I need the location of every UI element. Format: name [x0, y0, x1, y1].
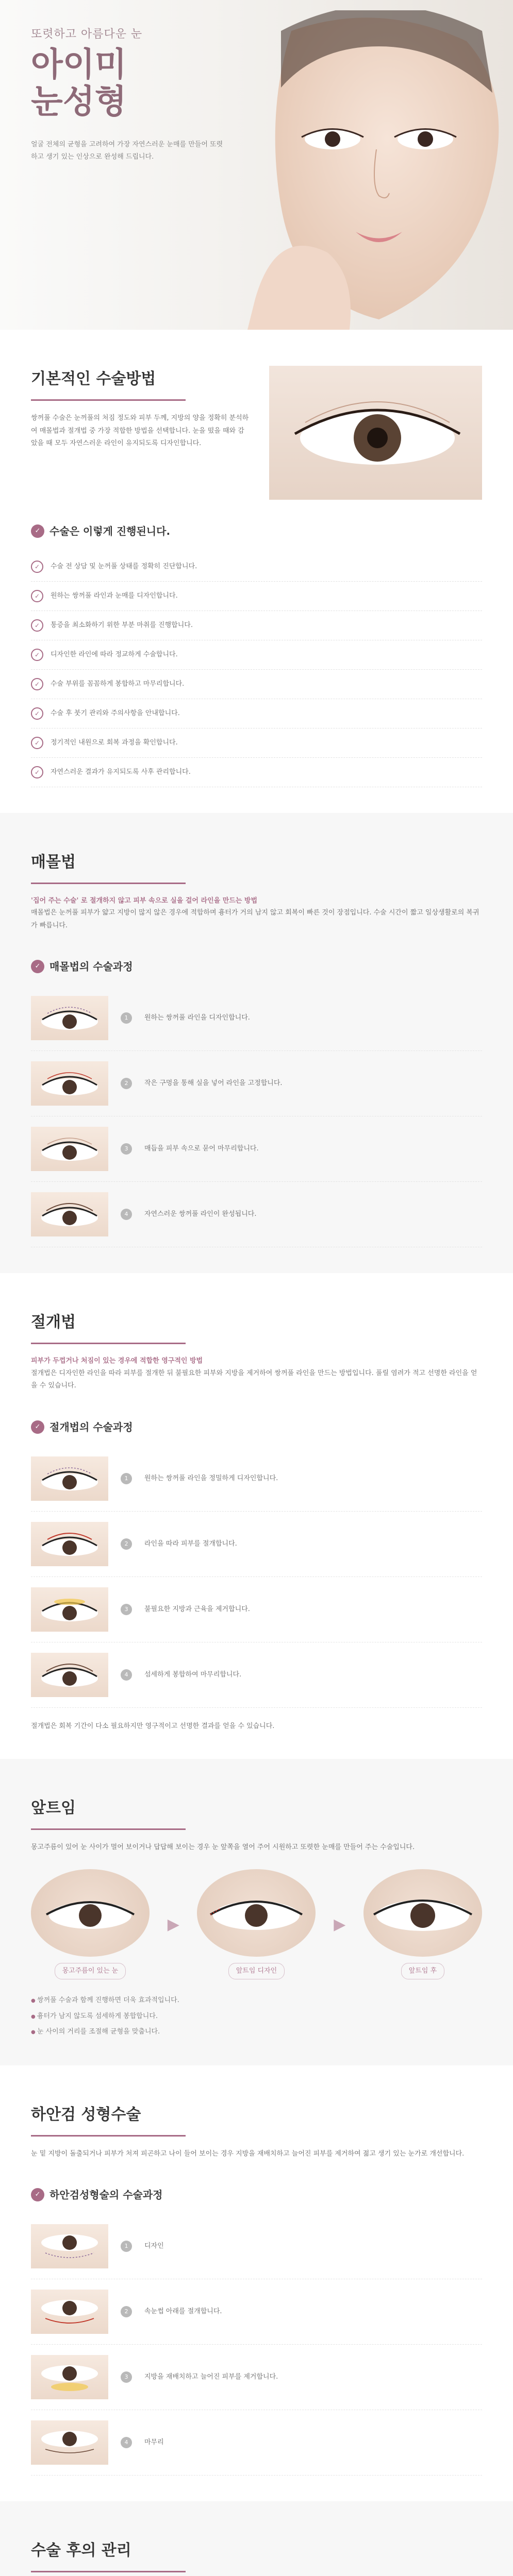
basic-title: 기본적인 수술방법 — [31, 370, 156, 388]
step-eye-illustration — [31, 1192, 108, 1236]
lower-process-heading: ✓ 하안검성형술의 수술과정 — [31, 2186, 482, 2204]
step-eye-illustration — [31, 1061, 108, 1106]
hero-description: 얼굴 전체의 균형을 고려하여 가장 자연스러운 눈매를 만들어 또렷하고 생기 있는 인상으로 완성해 드립니다. — [31, 140, 223, 161]
hero-title — [31, 47, 227, 121]
step-number: 4 — [121, 1669, 132, 1681]
incision-title: 절개법 — [31, 1313, 76, 1332]
title-divider — [31, 2135, 186, 2137]
step-eye-illustration — [31, 1587, 108, 1632]
title-divider — [31, 399, 186, 401]
check-icon: ✓ — [31, 649, 43, 661]
step-number: 1 — [121, 2241, 132, 2252]
check-icon: ✓ — [31, 561, 43, 573]
list-item: ✓ 정기적인 내원으로 회복 과정을 확인합니다. — [31, 728, 482, 758]
process-heading: ✓ 수술은 이렇게 진행된니다. — [31, 522, 482, 540]
epicanthus-description: 몽고주름이 있어 눈 사이가 멀어 보이거나 답답해 보이는 경우 눈 앞쪽을 열어 주어 시원하고 또렷한 눈매를 만들어 주는 수술입니다. — [31, 1843, 415, 1851]
comparison-item — [197, 1869, 316, 1979]
incision-process-heading: ✓ 절개법의 수술과정 — [31, 1418, 482, 1436]
step-eye-illustration — [31, 2224, 108, 2268]
step-number: 3 — [121, 1143, 132, 1155]
title-divider — [31, 883, 186, 884]
hero-banner — [0, 0, 513, 330]
check-icon: ✓ — [31, 960, 44, 973]
list-item: ✓ 수술 부위를 꼼꼼하게 봉합하고 마무리합니다. — [31, 670, 482, 699]
check-icon: ✓ — [31, 1420, 44, 1434]
list-item: ✓ 수술 후 붓기 관리와 주의사항을 안내합니다. — [31, 699, 482, 728]
step-number: 4 — [121, 2437, 132, 2448]
check-icon: ✓ — [31, 737, 43, 749]
notice-item: ● 흉터가 남지 않도록 섬세하게 봉합합니다. — [31, 2009, 482, 2024]
check-icon: ✓ — [31, 590, 43, 602]
buried-method-section — [0, 813, 513, 1273]
step-item: 2 라인을 따라 피부를 절개합니다. — [31, 1512, 482, 1577]
check-icon: ✓ — [31, 707, 43, 720]
buried-highlight: '집어 주는 수술' 로 절개하지 않고 피부 속으로 실을 걸어 라인을 만드는 방법 — [31, 897, 258, 905]
check-icon: ✓ — [31, 766, 43, 778]
aftercare-section — [0, 2501, 513, 2576]
eye-design-image — [197, 1869, 316, 1957]
hero-title-line2: 눈성형 — [31, 83, 127, 122]
care-title: 수술 후의 관리 — [31, 2541, 131, 2560]
incision-method-section — [0, 1273, 513, 1758]
step-item: 1 원하는 쌍꺼풀 라인을 정밀하게 디자인합니다. — [31, 1446, 482, 1512]
check-icon: ✓ — [31, 678, 43, 690]
step-number: 3 — [121, 2371, 132, 2383]
incision-highlight: 피부가 두껍거나 처짐이 있는 경우에 적합한 영구적인 방법 — [31, 1357, 203, 1365]
epicanthus-title: 앞트임 — [31, 1799, 76, 1817]
hero-title-line1: 아이미 — [31, 46, 127, 84]
title-divider — [31, 1343, 186, 1344]
arrow-right-icon: ▶ — [334, 1915, 346, 1934]
model-face-image — [224, 10, 513, 330]
step-eye-illustration — [31, 1127, 108, 1171]
step-item: 4 자연스러운 쌍꺼풀 라인이 완성됩니다. — [31, 1182, 482, 1247]
step-number: 2 — [121, 1078, 132, 1089]
step-eye-illustration — [31, 1522, 108, 1566]
hero-text — [31, 25, 227, 164]
step-number: 2 — [121, 1538, 132, 1550]
buried-description: 매몰법은 눈꺼풀 피부가 얇고 지방이 많지 않은 경우에 적합하며 흉터가 거의 남지 않고 회복이 빠른 것이 장점입니다. 수술 시간이 짧고 일상생활로의 복귀가 빠릅니다. — [31, 909, 479, 929]
eye-before-image — [31, 1869, 150, 1957]
comparison-caption: 앞트임 디자인 — [228, 1963, 285, 1979]
step-eye-illustration — [31, 1456, 108, 1501]
step-number: 1 — [121, 1012, 132, 1024]
title-divider — [31, 1828, 186, 1830]
hero-subtitle: 또렷하고 아름다운 눈 — [31, 28, 143, 41]
step-item: 4 섬세하게 봉합하여 마무리합니다. — [31, 1642, 482, 1708]
notice-item: ● 눈 사이의 거리를 조절해 균형을 맞춥니다. — [31, 2024, 482, 2040]
check-icon: ✓ — [31, 2188, 44, 2201]
basic-method-section — [0, 330, 513, 813]
incision-description: 절개법은 디자인한 라인을 따라 피부를 절개한 뒤 불필요한 피부와 지방을 제거하여 쌍꺼풀 라인을 만드는 방법입니다. 풀릴 염려가 적고 선명한 라인을 얻을 수 있습니다. — [31, 1369, 477, 1390]
incision-steps — [31, 1446, 482, 1708]
comparison-row — [31, 1869, 482, 1979]
step-eye-illustration — [31, 2355, 108, 2399]
comparison-caption: 몽고주름이 있는 눈 — [55, 1963, 126, 1979]
step-eye-illustration — [31, 996, 108, 1040]
step-number: 1 — [121, 1473, 132, 1484]
incision-note: 절개법은 회복 기간이 다소 필요하지만 영구적이고 선명한 결과를 얻을 수 있습니다. — [31, 1722, 275, 1730]
step-item: 1 디자인 — [31, 2214, 482, 2279]
step-eye-illustration — [31, 2290, 108, 2334]
step-item: 1 원하는 쌍꺼풀 라인을 디자인합니다. — [31, 986, 482, 1051]
step-item: 3 지방을 재배치하고 늘어진 피부를 제거합니다. — [31, 2345, 482, 2410]
check-icon: ✓ — [31, 524, 44, 538]
list-item: ✓ 자연스러운 결과가 유지되도록 사후 관리합니다. — [31, 758, 482, 787]
comparison-item — [31, 1869, 150, 1979]
eye-closeup-image — [269, 366, 482, 500]
lower-steps — [31, 2214, 482, 2476]
lower-description: 눈 밑 지방이 돌출되거나 피부가 처져 피곤하고 나이 들어 보이는 경우 지방을 재배치하고 늘어진 피부를 제거하여 젊고 생기 있는 눈가로 개선합니다. — [31, 2149, 465, 2158]
step-item: 4 마무리 — [31, 2410, 482, 2476]
basic-description: 쌍꺼풀 수술은 눈꺼풀의 처짐 정도와 피부 두께, 지방의 양을 정확히 분석하여 매몰법과 절개법 중 가장 적합한 방법을 선택합니다. 눈을 떴을 때와 감았을 때 모두 자연스러운 라인이 유지되도록 디자인합니다. — [31, 414, 249, 448]
lower-title: 하안검 성형수술 — [31, 2105, 141, 2124]
buried-title: 매몰법 — [31, 853, 76, 871]
epicanthus-notices — [31, 1993, 482, 2039]
list-item: ✓ 원하는 쌍꺼풀 라인과 눈매를 디자인합니다. — [31, 582, 482, 611]
lower-eyelid-section — [0, 2065, 513, 2502]
epicanthus-section — [0, 1759, 513, 2065]
step-eye-illustration — [31, 2420, 108, 2465]
step-number: 3 — [121, 1604, 132, 1615]
notice-item: ● 쌍꺼풀 수술과 함께 진행하면 더욱 효과적입니다. — [31, 1993, 482, 2008]
check-icon: ✓ — [31, 619, 43, 632]
comparison-item — [363, 1869, 482, 1979]
list-item: ✓ 수술 전 상담 및 눈꺼풀 상태를 정확히 진단합니다. — [31, 552, 482, 582]
list-item: ✓ 통증을 최소화하기 위한 부분 마취를 진행합니다. — [31, 611, 482, 640]
list-item: ✓ 디자인한 라인에 따라 정교하게 수술합니다. — [31, 640, 482, 670]
step-eye-illustration — [31, 1653, 108, 1697]
step-item: 3 매듭을 피부 속으로 묻어 마무리합니다. — [31, 1116, 482, 1182]
step-item: 2 속눈썹 아래를 절개합니다. — [31, 2279, 482, 2345]
step-item: 3 불필요한 지방과 근육을 제거합니다. — [31, 1577, 482, 1642]
comparison-caption: 앞트임 후 — [401, 1963, 444, 1979]
process-list — [31, 552, 482, 787]
step-number: 2 — [121, 2306, 132, 2317]
buried-steps — [31, 986, 482, 1247]
title-divider — [31, 2571, 186, 2572]
arrow-right-icon: ▶ — [167, 1915, 179, 1934]
step-item: 2 작은 구멍을 통해 실을 넣어 라인을 고정합니다. — [31, 1051, 482, 1116]
buried-process-heading: ✓ 매몰법의 수술과정 — [31, 958, 482, 975]
eye-after-image — [363, 1869, 482, 1957]
step-number: 4 — [121, 1209, 132, 1220]
